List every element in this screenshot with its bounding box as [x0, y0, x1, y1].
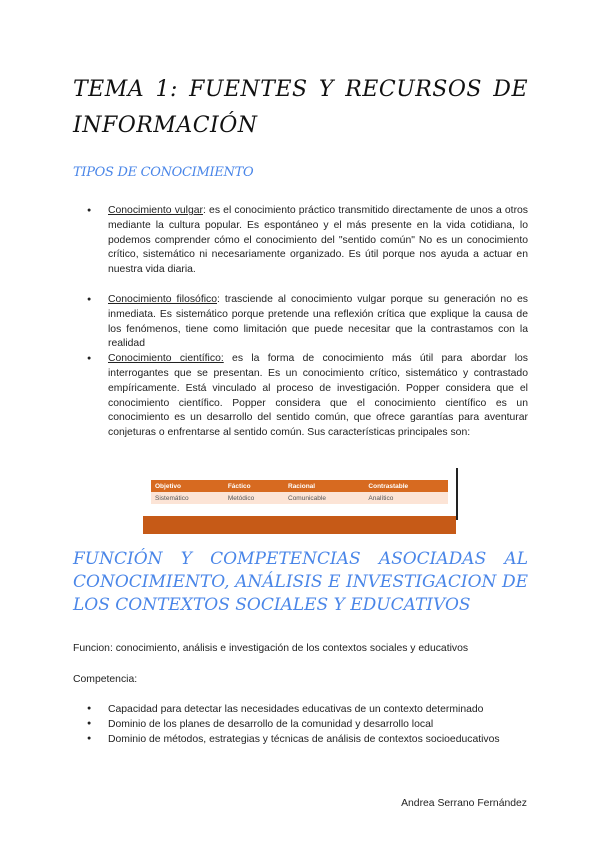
term-description: : es el conocimiento práctico transmitido directamente de unos a otros mediante la cultura popular. Es espontáneo y el más presente en la vida cotidiana, lo podemos comprender cómo el conocimiento del "sentido común" No es un conocimiento crítico, sistemático ni necesariamente organizado. Es útil porque nos ayuda a actuar en nuestra vida diaria. — [108, 205, 528, 276]
table-cell: Analítico — [364, 492, 448, 504]
list-item — [73, 293, 528, 352]
page-title: TEMA 1: FUENTES Y RECURSOS DE INFORMACIÓN — [73, 77, 528, 138]
table-header-row — [151, 480, 448, 492]
characteristics-table-image — [143, 468, 458, 534]
image-edge-line — [456, 468, 458, 520]
knowledge-types-list — [73, 204, 528, 456]
term-description: es la forma de conocimiento más útil para abordar los interrogantes que se presentan. Es un conocimiento crítico, sistemático y contrastado empíricamente. Está vinculado al proceso de investigación. Popper considera que el conocimiento científico. Popper considera que el conocimiento científico es un conocimiento es un desarrollo del sentido común, que ofrece garantías para aventurar conjeturas o enfrentarse al sentido común. Sus características principales son: — [108, 353, 529, 439]
table-cell: Comunicable — [284, 492, 364, 504]
table-footer-band — [143, 516, 456, 534]
list-item: ● Dominio de métodos, estrategias y técnicas de análisis de contextos socioeducativos — [73, 732, 528, 747]
section-heading-tipos: TIPOS DE CONOCIMIENTO — [73, 165, 254, 180]
table-header-cell: Racional — [284, 480, 364, 492]
table-header-cell: Fáctico — [224, 480, 284, 492]
list-item — [73, 204, 528, 278]
footer-author: Andrea Serrano Fernández — [401, 798, 527, 809]
competencia-label: Competencia: — [73, 674, 138, 685]
term-label: Conocimiento científico: — [108, 353, 224, 365]
table-cell: Metódico — [224, 492, 284, 504]
term-description: : trasciende al conocimiento vulgar porque su generación no es inmediata. Es sistemático porque pretende una reflexión crítica que explique la causa de los fenómenos, tiene como limitación que puede necesitar que la contrastamos con la realidad — [108, 293, 528, 350]
competencias-list — [73, 702, 528, 747]
list-item: ● Dominio de los planes de desarrollo de la comunidad y desarrollo local — [73, 717, 528, 732]
section-heading-funcion: FUNCIÓN Y COMPETENCIAS ASOCIADAS AL CONOCIMIENTO, ANÁLISIS E INVESTIGACION DE LOS CONTEXTOS SOCIALES Y EDUCATIVOS — [73, 549, 528, 615]
table-row — [151, 492, 448, 504]
table-header-cell: Contrastable — [364, 480, 448, 492]
funcion-paragraph: Funcion: conocimiento, análisis e investigación de los contextos sociales y educativos — [73, 643, 469, 654]
term-label: Conocimiento vulgar — [108, 205, 203, 216]
table-header-cell: Objetivo — [151, 480, 224, 492]
term-label: Conocimiento filosófico — [108, 293, 217, 305]
list-item: ● Capacidad para detectar las necesidades educativas de un contexto determinado — [73, 702, 528, 717]
list-item — [73, 352, 528, 441]
characteristics-table — [151, 480, 448, 504]
table-cell: Sistemático — [151, 492, 224, 504]
